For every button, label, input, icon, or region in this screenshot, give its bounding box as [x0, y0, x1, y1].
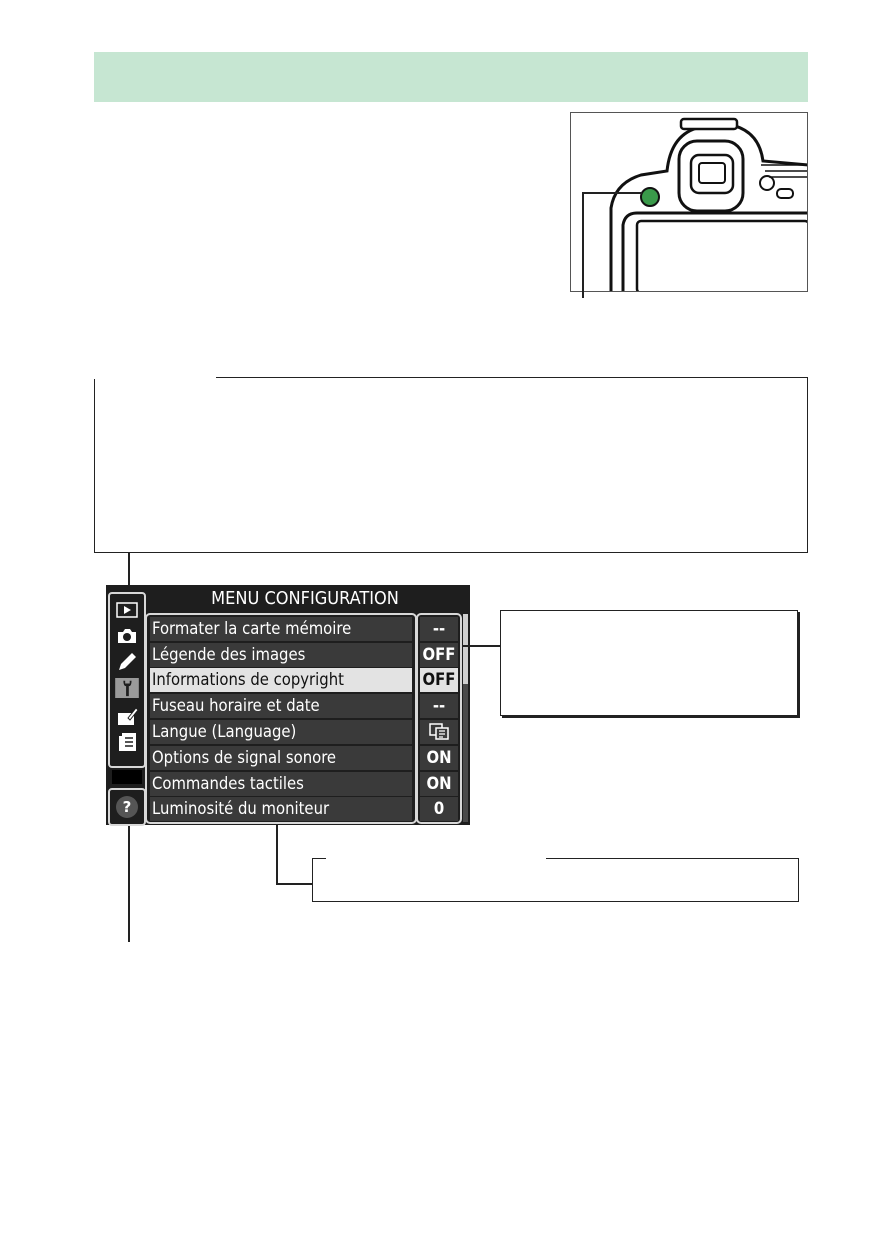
menu-item-language[interactable]: Langue (Language) [150, 720, 412, 744]
menu-options-callout-tab [326, 857, 546, 860]
menu-value-image-comment: OFF [420, 643, 458, 667]
menu-value-format-card: -- [420, 617, 458, 641]
setup-wrench-tab-icon[interactable] [114, 678, 140, 698]
camera-illustration [571, 113, 808, 292]
menu-value-time-zone-date: -- [420, 694, 458, 718]
playback-tab-icon[interactable] [116, 600, 138, 620]
menu-item-beep-options[interactable]: Options de signal sonore [150, 746, 412, 770]
recent-settings-tab-icon[interactable] [116, 732, 138, 752]
menu-value-copyright-info: OFF [420, 668, 458, 692]
retouch-pencil-tab-icon[interactable] [116, 652, 138, 672]
options-leader-v [276, 824, 278, 884]
menu-item-image-comment[interactable]: Légende des images [150, 643, 412, 667]
menu-item-touch-controls[interactable]: Commandes tactiles [150, 772, 412, 796]
help-box[interactable] [108, 788, 146, 826]
language-icon [428, 722, 450, 742]
menu-value-beep-options: ON [420, 746, 458, 770]
menu-value-language [420, 720, 458, 744]
menu-value-monitor-brightness: 0 [420, 797, 458, 821]
menu-scroll-thumb[interactable] [463, 614, 468, 684]
header-band [94, 52, 808, 102]
help-symbol: ? [122, 798, 132, 816]
camera-rear-photo [570, 112, 808, 292]
menu-tab-strip [108, 592, 146, 768]
values-leader-line [462, 645, 500, 647]
menu-item-monitor-brightness[interactable]: Luminosité du moniteur [150, 797, 412, 821]
help-leader-line [128, 826, 130, 942]
menu-item-format-card[interactable]: Formater la carte mémoire [150, 617, 412, 641]
retouch-tab-icon[interactable] [116, 706, 138, 726]
menu-button-leader-h [582, 192, 642, 194]
options-leader-h [276, 883, 312, 885]
menu-options-callout [312, 858, 799, 902]
menu-item-copyright-info[interactable]: Informations de copyright [150, 668, 412, 692]
tab-strip-gap [112, 770, 142, 784]
menu-item-time-zone-date[interactable]: Fuseau horaire et date [150, 694, 412, 718]
menu-value-touch-controls: ON [420, 772, 458, 796]
menu-button-leader-v [582, 192, 584, 298]
tabs-info-box [94, 377, 808, 553]
shooting-tab-icon[interactable] [116, 626, 138, 646]
menu-title: MENU CONFIGURATION [211, 588, 399, 609]
current-settings-callout [500, 610, 798, 716]
tabs-info-box-tab [94, 376, 216, 379]
